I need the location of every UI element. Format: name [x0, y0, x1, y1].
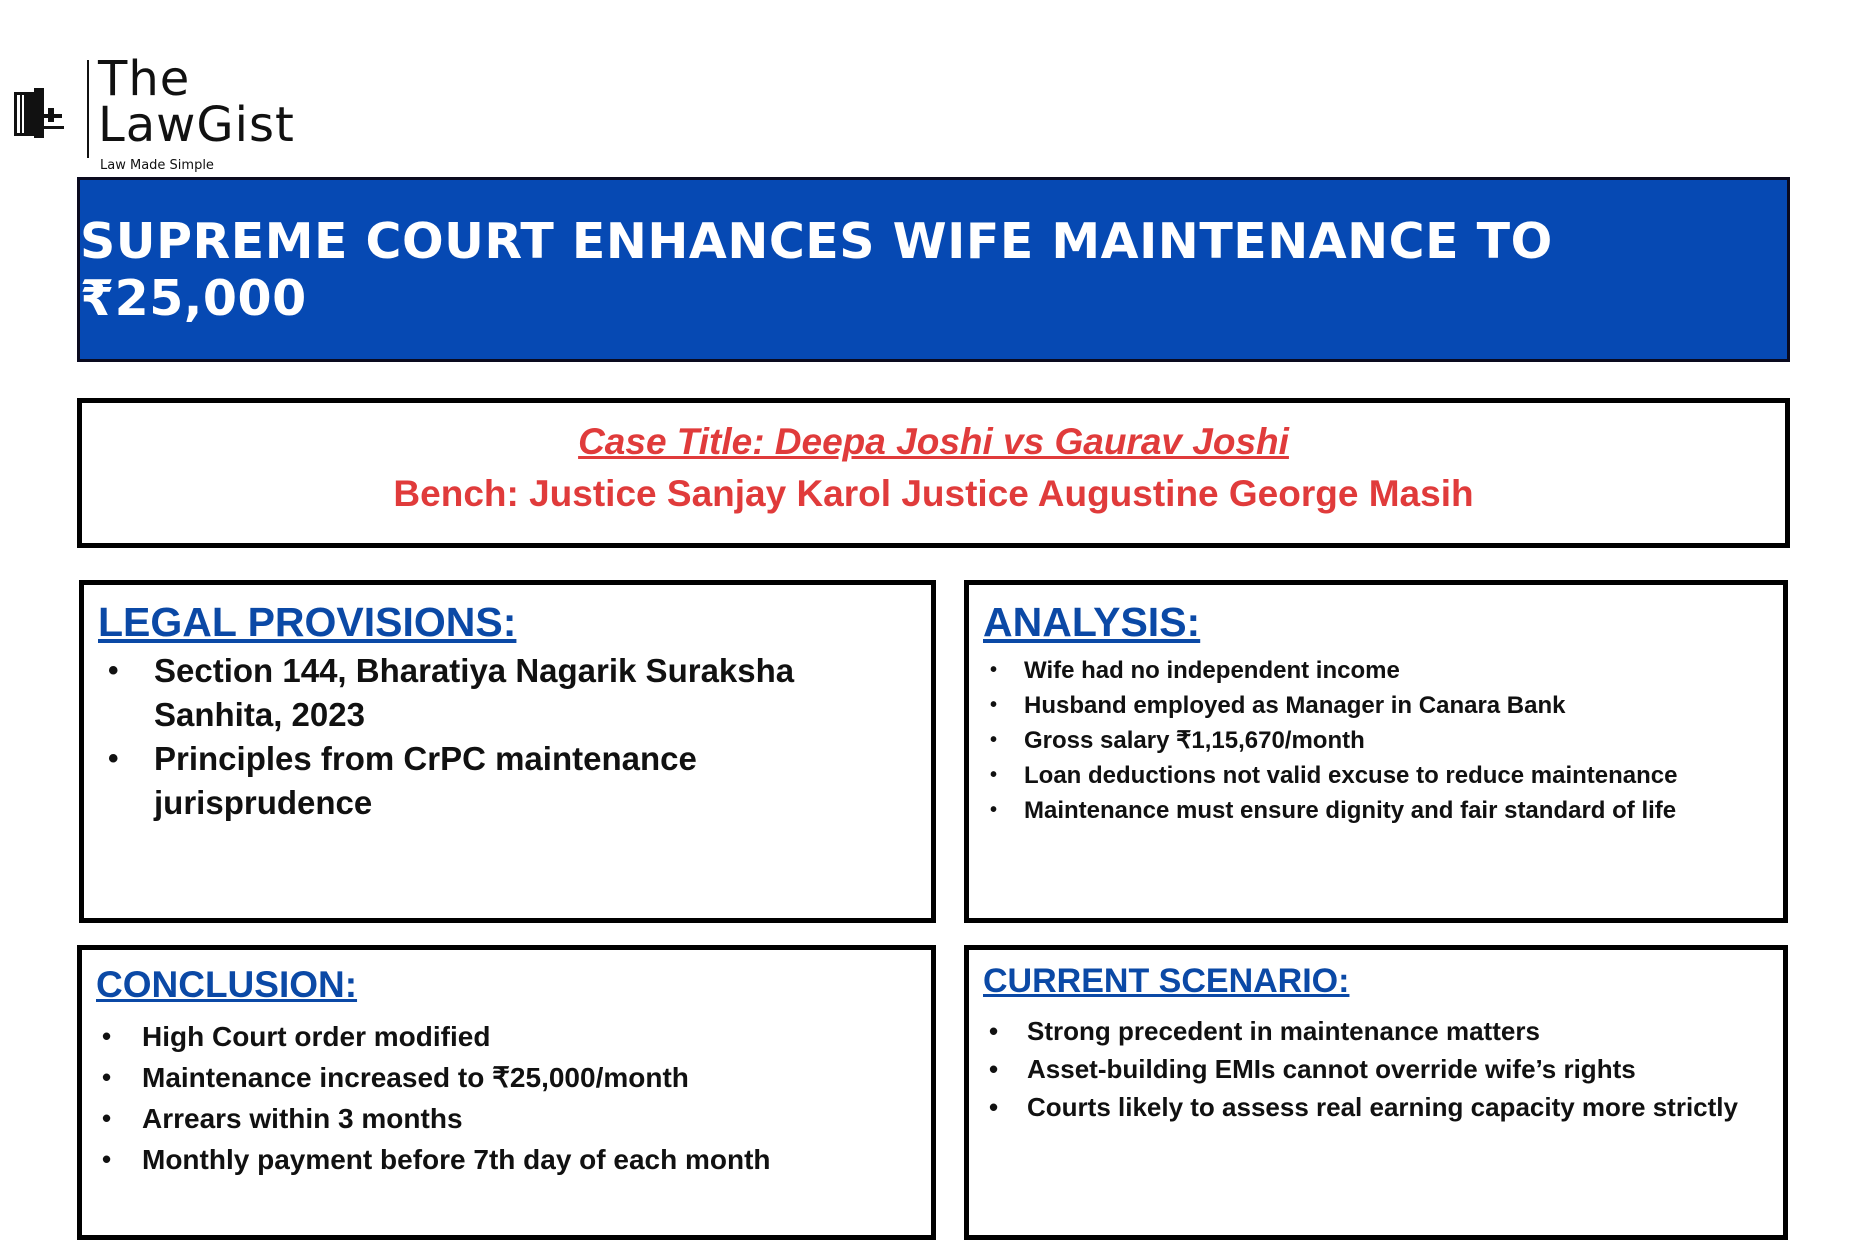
- brand-logo: [12, 51, 295, 173]
- analysis-list: [1024, 653, 1774, 828]
- list-item: • Gross salary ₹1,15,670/month: [1024, 723, 1774, 758]
- current-scenario-box: [964, 945, 1788, 1240]
- conclusion-list: [142, 1016, 912, 1180]
- analysis-heading: ANALYSIS:: [983, 599, 1201, 645]
- list-item: • Wife had no independent income: [1024, 653, 1774, 688]
- list-item: • Monthly payment before 7th day of each month: [142, 1139, 912, 1180]
- list-item: • Maintenance must ensure dignity and fair standard of life: [1024, 793, 1774, 828]
- list-item: • High Court order modified: [142, 1016, 912, 1057]
- legal-provisions-box: [79, 580, 936, 923]
- list-item: • Section 144, Bharatiya Nagarik Suraksha Sanhita, 2023: [154, 649, 894, 737]
- logo-line-1: The: [98, 51, 191, 107]
- current-scenario-heading: CURRENT SCENARIO:: [983, 962, 1350, 1000]
- conclusion-box: [77, 945, 936, 1240]
- list-item: • Strong precedent in maintenance matters: [1027, 1012, 1767, 1050]
- list-item: • Arrears within 3 months: [142, 1098, 912, 1139]
- legal-provisions-heading: LEGAL PROVISIONS:: [98, 599, 517, 645]
- case-title: Case Title: Deepa Joshi vs Gaurav Joshi: [578, 421, 1289, 462]
- book-gavel-icon: [12, 86, 64, 142]
- list-item: • Loan deductions not valid excuse to reduce maintenance: [1024, 758, 1774, 793]
- logo-line-2: LawGist: [98, 97, 295, 153]
- headline-banner: [77, 177, 1790, 362]
- bench-info: Bench: Justice Sanjay Karol Justice Augustine George Masih: [393, 473, 1474, 514]
- list-item: • Asset-building EMIs cannot override wife’s rights: [1027, 1050, 1767, 1088]
- logo-tagline: Law Made Simple: [100, 158, 214, 173]
- list-item: • Courts likely to assess real earning capacity more strictly: [1027, 1088, 1767, 1126]
- logo-wordmark: [98, 51, 295, 173]
- case-details-box: [77, 398, 1790, 548]
- headline-title: SUPREME COURT ENHANCES WIFE MAINTENANCE TO ₹25,000: [80, 212, 1553, 327]
- list-item: • Maintenance increased to ₹25,000/month: [142, 1057, 912, 1098]
- legal-provisions-list: [154, 649, 894, 825]
- conclusion-heading: CONCLUSION:: [96, 964, 358, 1005]
- list-item: • Principles from CrPC maintenance jurisprudence: [154, 737, 894, 825]
- current-scenario-list: [1027, 1012, 1767, 1126]
- logo-divider: [87, 60, 89, 158]
- analysis-box: [964, 580, 1788, 923]
- list-item: • Husband employed as Manager in Canara Bank: [1024, 688, 1774, 723]
